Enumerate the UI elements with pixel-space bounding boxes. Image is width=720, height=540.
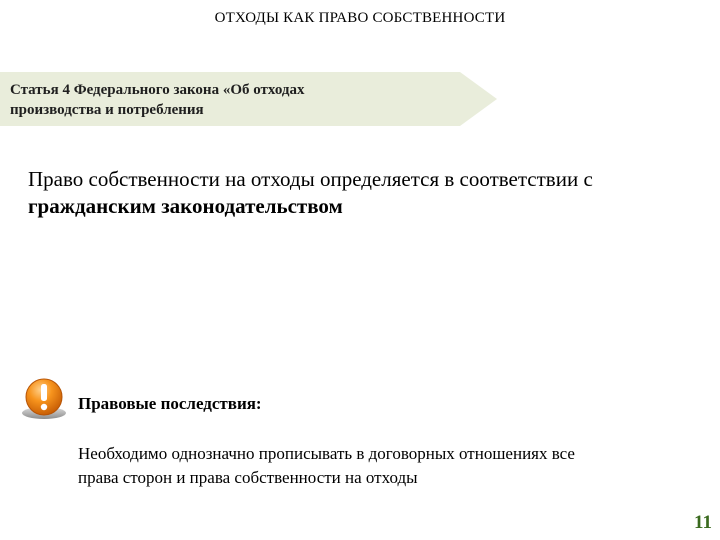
slide-title: ОТХОДЫ КАК ПРАВО СОБСТВЕННОСТИ (214, 10, 506, 26)
page-number: 11 (694, 512, 712, 533)
law-reference-line-2: производства и потребления (10, 102, 204, 118)
exclamation-warning-icon (18, 377, 70, 421)
consequences-text-line-2: права сторон и права собственности на отходы (78, 468, 418, 487)
statement-bold-text: гражданским законодательством (28, 194, 343, 218)
law-reference-banner (0, 72, 497, 126)
main-statement (28, 166, 708, 220)
law-reference-text (10, 80, 450, 120)
consequences-text (78, 442, 698, 490)
consequences-text-line-1: Необходимо однозначно прописывать в договорных отношениях все (78, 444, 575, 463)
law-reference-line-1: Статья 4 Федерального закона «Об отходах (10, 82, 305, 98)
statement-plain-text: Право собственности на отходы определяется в соответствии с (28, 167, 593, 191)
consequences-heading: Правовые последствия: (78, 394, 262, 413)
